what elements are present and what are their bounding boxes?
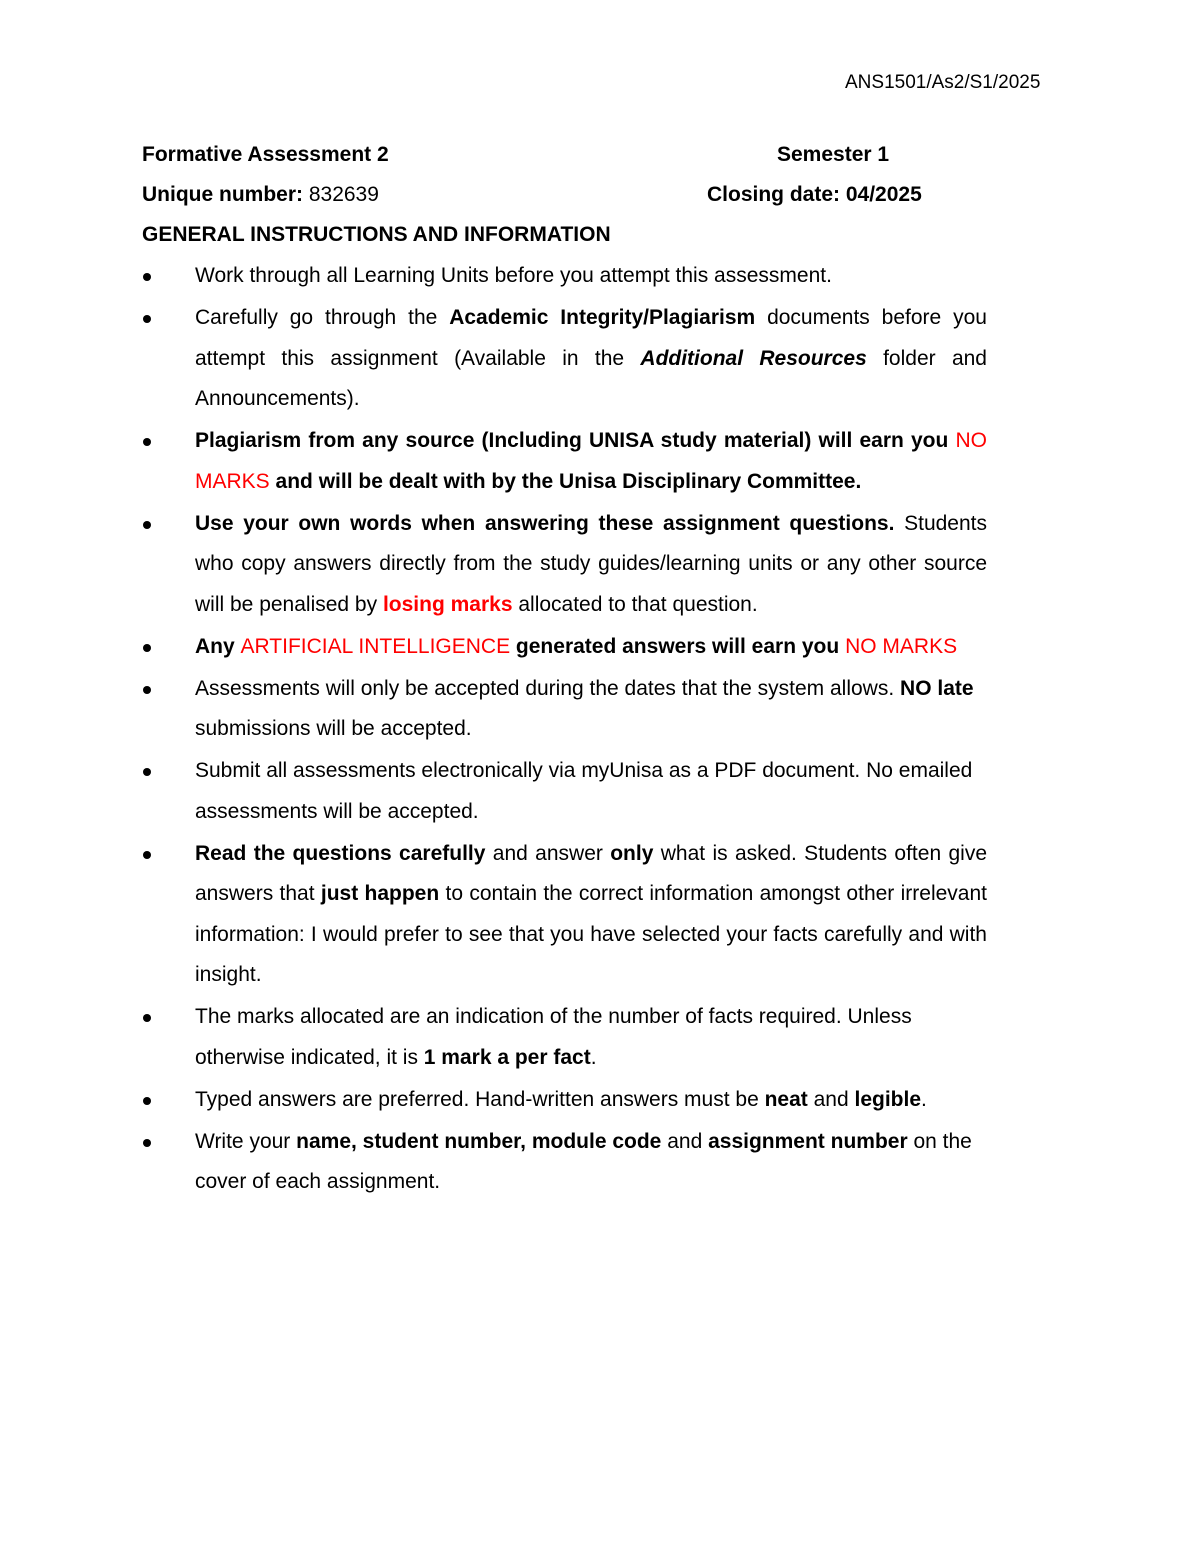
item-text: and answer — [485, 841, 611, 865]
item-bold: name, student number, module code — [296, 1129, 662, 1153]
bullet-icon — [143, 438, 151, 446]
item-bold: Academic Integrity/Plagiarism — [449, 306, 756, 329]
item-text: folder and Announcements). — [195, 346, 987, 410]
item-bold-italic: Additional Resources — [640, 346, 867, 370]
item-text: Assessments will only be accepted during the dates that the system allows. — [195, 676, 901, 700]
item-red: ARTIFICIAL INTELLIGENCE — [240, 634, 511, 658]
bullet-icon — [143, 1014, 151, 1022]
closing-date-label: Closing date: — [707, 183, 841, 206]
list-item — [140, 504, 987, 626]
item-text: submissions will be accepted. — [195, 717, 472, 740]
bullet-icon — [143, 315, 151, 323]
item-bold: only — [610, 841, 654, 865]
bullet-icon — [143, 851, 151, 859]
instructions-list — [140, 256, 987, 1204]
item-text: allocated to that question. — [512, 592, 758, 616]
item-text: to contain the correct information amongst other irrelevant information: I would prefer to see that you have selected your facts carefully and with insight. — [195, 882, 987, 986]
item-red: NO MARKS — [845, 634, 958, 658]
bullet-icon — [143, 1097, 151, 1105]
bullet-icon — [143, 686, 151, 694]
item-text: . — [590, 1045, 597, 1069]
list-item — [140, 1080, 987, 1121]
item-red: NO MARKS — [195, 429, 987, 493]
item-text: on the cover of each assignment. — [195, 1129, 972, 1193]
item-bold: just happen — [320, 882, 440, 905]
list-item — [140, 1122, 1007, 1203]
closing-date-value: 04/2025 — [845, 183, 922, 206]
item-text: Work through all Learning Units before you attempt this assessment. — [195, 264, 832, 287]
document-reference: ANS1501/As2/S1/2025 — [845, 72, 1041, 93]
bullet-icon — [143, 1139, 151, 1147]
item-bold: 1 mark a per fact — [423, 1045, 591, 1069]
item-text: Write your — [195, 1129, 297, 1153]
item-text: Submit all assessments electronically via myUnisa as a PDF document. No emailed assessments will be accepted. — [195, 759, 973, 823]
item-text: and — [661, 1129, 709, 1153]
item-bold: neat — [764, 1087, 808, 1111]
list-item — [140, 627, 987, 668]
list-item — [140, 997, 987, 1078]
item-text: documents before you attempt this assignment (Available in the — [195, 306, 987, 370]
item-bold: and will be dealt with by the Unisa Disciplinary Committee. — [269, 469, 862, 493]
list-item — [140, 669, 987, 750]
item-bold: Use your own words when answering these assignment questions. — [195, 511, 895, 535]
assessment-title: Formative Assessment 2 — [142, 143, 389, 166]
list-item — [140, 298, 987, 420]
semester-label: Semester 1 — [777, 143, 890, 166]
list-item — [140, 751, 987, 832]
item-text: and — [807, 1087, 855, 1111]
item-text: The marks allocated are an indication of the number of facts required. Unless otherwise indicated, it is — [195, 1005, 912, 1069]
item-bold: legible — [854, 1087, 922, 1111]
item-bold: Any — [195, 634, 241, 658]
unique-number — [142, 183, 379, 207]
unique-number-label: Unique number: — [142, 183, 303, 206]
bullet-icon — [143, 273, 151, 281]
section-heading: GENERAL INSTRUCTIONS AND INFORMATION — [142, 223, 611, 246]
item-bold: generated answers will earn you — [510, 634, 846, 658]
list-item — [140, 834, 987, 996]
bullet-icon — [143, 768, 151, 776]
item-text: . — [921, 1087, 927, 1111]
item-bold: Read the questions carefully — [195, 841, 486, 865]
closing-date — [707, 183, 922, 207]
item-text: what is asked. Students often give answers that — [195, 841, 987, 905]
unique-number-value: 832639 — [308, 183, 379, 206]
list-item — [140, 256, 987, 297]
item-bold: NO late — [900, 676, 974, 700]
item-text: Students who copy answers directly from the study guides/learning units or any other source will be penalised by — [195, 511, 987, 616]
bullet-icon — [143, 521, 151, 529]
list-item — [140, 421, 987, 502]
item-bold: assignment number — [708, 1129, 908, 1153]
bullet-icon — [143, 644, 151, 652]
item-red-bold: losing marks — [382, 592, 513, 616]
item-text: Typed answers are preferred. Hand-written answers must be — [195, 1087, 765, 1111]
item-text: Carefully go through the — [195, 306, 450, 329]
item-bold: Plagiarism from any source (Including UNISA study material) will earn you — [195, 429, 956, 452]
